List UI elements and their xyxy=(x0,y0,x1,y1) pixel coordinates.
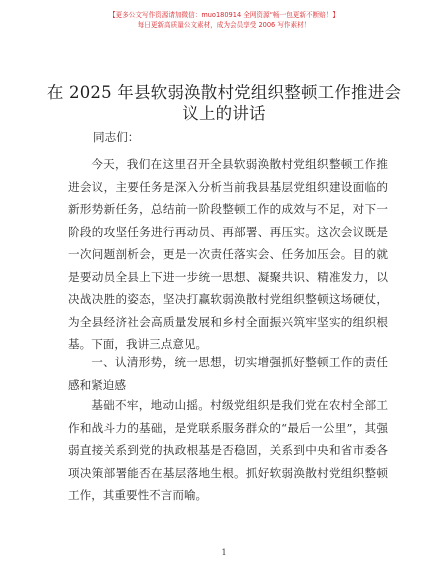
section-heading-1 xyxy=(68,351,388,396)
body-paragraph-2-text: 基础不牢，地动山摇。村级党组织是我们党在农村全部工作和战斗力的基础，是党联系服务群众的“最后一公里”，其强弱直接关系到党的执政根基是否稳固，关系到中央和省市委各项决策部署能否在基层落地生根。抓好软弱涣散村党组织整顿工作，其重要性不言而喻。 xyxy=(68,398,388,502)
promo-banner xyxy=(0,10,448,30)
promo-banner-line1: 【更多公文写作资源请加微信：muo180914 全网资源“畅一包更新不断赔！】 xyxy=(109,11,339,19)
salutation: 同志们： xyxy=(93,130,140,144)
body-paragraph-2 xyxy=(68,394,388,507)
document-title: 在 2025 年县软弱涣散村党组织整顿工作推进会议上的讲话 xyxy=(46,83,402,123)
promo-banner-line2: 每日更新高质量公文素材，成为会员享受 2006 写作素材！ xyxy=(137,21,311,29)
body-paragraph-1-text: 今天，我们在这里召开全县软弱涣散村党组织整顿工作推进会议，主要任务是深入分析当前我县基层党组织建设面临的新形势新任务，总结前一阶段整顿工作的成效与不足，对下一阶段的攻坚任务进行再动员、再部署、再压实。这次会议既是一次问题剖析会，更是一次责任落实会、任务加压会。目的就是要动员全县上下进一步统一思想、凝聚共识、精准发力，以决战决胜的姿态，坚决打赢软弱涣散村党组织整顿这场硬仗，为全县经济社会高质量发展和乡村全面振兴筑牢坚实的组织根基。下面，我讲三点意见。 xyxy=(68,157,388,351)
body-paragraph-1 xyxy=(68,153,388,356)
page-number: 1 xyxy=(221,548,227,557)
section-heading-1-text: 一、认清形势，统一思想，切实增强抓好整顿工作的责任感和紧迫感 xyxy=(68,355,388,392)
